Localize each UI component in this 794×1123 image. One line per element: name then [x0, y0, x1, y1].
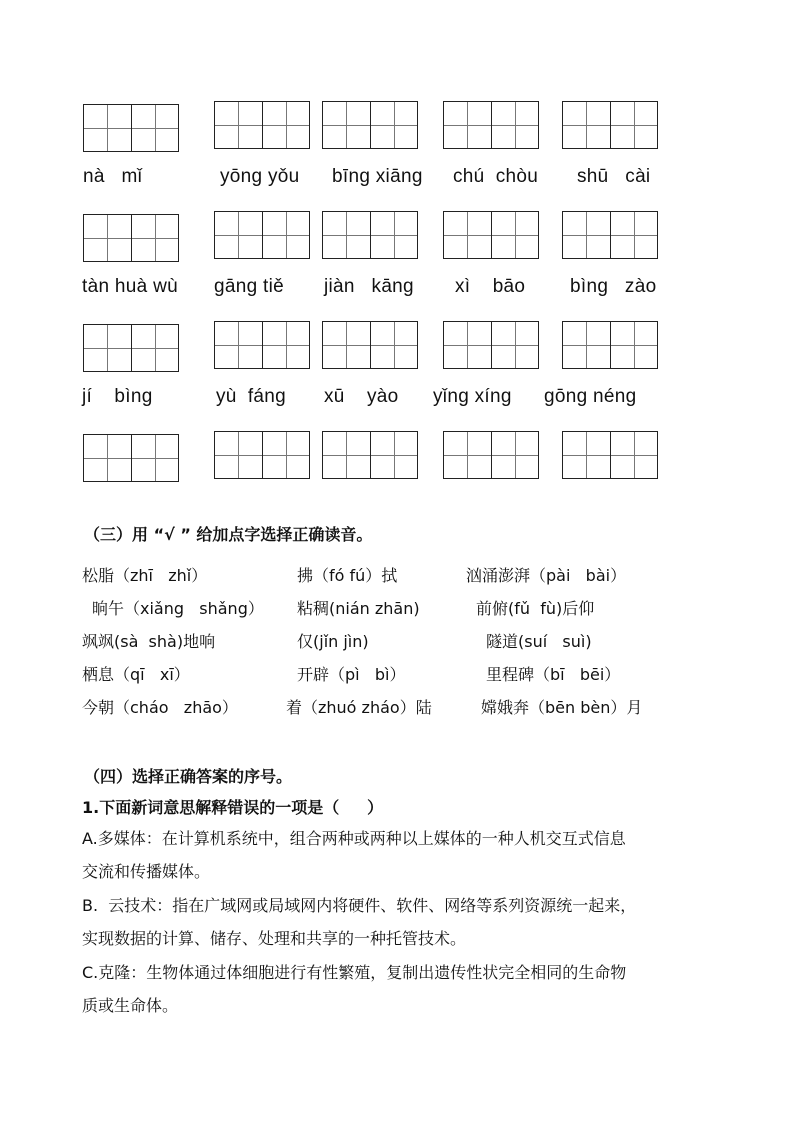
reading-choice[interactable]: 晌午（xiǎng shǎng）: [92, 599, 264, 618]
writing-box[interactable]: [214, 431, 310, 479]
writing-box[interactable]: [214, 321, 310, 369]
pinyin-label: jiàn kāng: [324, 276, 414, 297]
writing-box[interactable]: [322, 211, 418, 259]
reading-choice[interactable]: 里程碑（bī bēi）: [486, 665, 621, 684]
pinyin-label: xū yào: [324, 386, 399, 407]
writing-box[interactable]: [443, 211, 539, 259]
option-line: 实现数据的计算、储存、处理和共享的一种托管技术。: [82, 929, 467, 948]
writing-box[interactable]: [562, 431, 658, 479]
pinyin-label: xì bāo: [455, 276, 526, 297]
pinyin-label: shū cài: [577, 166, 651, 187]
pinyin-label: tàn huà wù: [82, 276, 178, 297]
writing-box[interactable]: [83, 104, 179, 152]
writing-box[interactable]: [562, 211, 658, 259]
reading-choice[interactable]: 今朝（cháo zhāo）: [82, 698, 238, 717]
option-line: B. 云技术：指在广域网或局域网内将硬件、软件、网络等系列资源统一起来，: [82, 896, 637, 915]
pinyin-label: bìng zào: [570, 276, 657, 297]
writing-box[interactable]: [83, 214, 179, 262]
writing-box[interactable]: [214, 101, 310, 149]
option-c[interactable]: [82, 956, 722, 1022]
reading-choice[interactable]: 仅(jǐn jìn): [297, 632, 369, 651]
pinyin-label: jí bìng: [82, 386, 153, 407]
writing-box[interactable]: [443, 431, 539, 479]
option-line: 交流和传播媒体。: [82, 862, 211, 881]
writing-box[interactable]: [443, 321, 539, 369]
pinyin-label: bīng xiāng: [332, 166, 423, 187]
reading-choice[interactable]: 粘稠(nián zhān): [297, 599, 420, 618]
writing-box[interactable]: [214, 211, 310, 259]
reading-choice[interactable]: 汹涌澎湃（pài bài）: [466, 566, 627, 585]
pinyin-label: yǐng xíng: [433, 386, 512, 407]
writing-box[interactable]: [562, 321, 658, 369]
section4-title: （四）选择正确答案的序号。: [84, 767, 293, 786]
reading-choice[interactable]: 栖息（qī xī）: [82, 665, 190, 684]
reading-choice[interactable]: 隧道(suí suì): [486, 632, 592, 651]
reading-choice[interactable]: 飒飒(sà shà)地响: [82, 632, 216, 651]
reading-choice[interactable]: 拂（fó fú）拭: [297, 566, 398, 585]
writing-box[interactable]: [562, 101, 658, 149]
writing-box[interactable]: [322, 431, 418, 479]
writing-box[interactable]: [83, 324, 179, 372]
option-line: C.克隆：生物体通过体细胞进行有性繁殖，复制出遗传性状完全相同的生命物: [82, 963, 627, 982]
writing-box[interactable]: [443, 101, 539, 149]
writing-box[interactable]: [322, 321, 418, 369]
reading-choice[interactable]: 开辟（pì bì）: [297, 665, 406, 684]
option-line: 质或生命体。: [82, 996, 179, 1015]
reading-choice[interactable]: 嫦娥奔（bēn bèn）月: [481, 698, 643, 717]
pinyin-label: gāng tiě: [214, 276, 285, 297]
pinyin-label: yōng yǒu: [220, 166, 300, 187]
reading-choice[interactable]: 松脂（zhī zhǐ）: [82, 566, 208, 585]
option-b[interactable]: [82, 889, 722, 955]
option-line: A.多媒体：在计算机系统中，组合两种或两种以上媒体的一种人机交互式信息: [82, 829, 626, 848]
question-1: 1.下面新词意思解释错误的一项是（ ）: [82, 798, 384, 817]
reading-choice[interactable]: 着（zhuó zháo）陆: [286, 698, 432, 717]
pinyin-label: chú chòu: [453, 166, 539, 187]
writing-box[interactable]: [322, 101, 418, 149]
pinyin-label: nà mǐ: [83, 166, 143, 187]
pinyin-label: yù fáng: [216, 386, 287, 407]
writing-box[interactable]: [83, 434, 179, 482]
option-a[interactable]: [82, 822, 722, 888]
pinyin-label: gōng néng: [544, 386, 637, 407]
reading-choice[interactable]: 前俯(fǔ fù)后仰: [476, 599, 595, 618]
section3-title: （三）用 “√ ” 给加点字选择正确读音。: [84, 525, 373, 544]
